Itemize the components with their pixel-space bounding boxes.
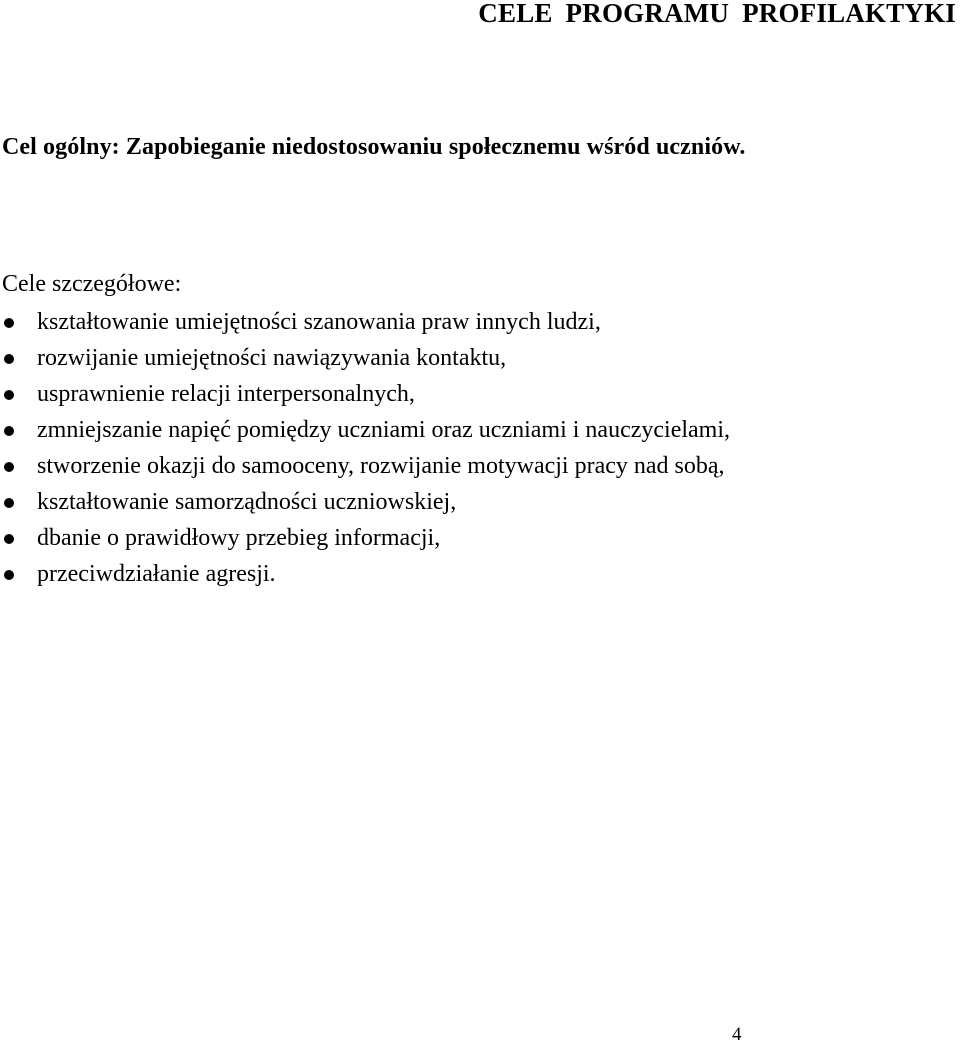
list-item-text: stworzenie okazji do samooceny, rozwijanie motywacji pracy nad sobą, bbox=[37, 453, 725, 479]
list-item bbox=[0, 451, 730, 487]
list-item-text: zmniejszanie napięć pomiędzy uczniami oraz uczniami i nauczycielami, bbox=[37, 417, 731, 443]
list-item bbox=[0, 487, 730, 523]
bullet-icon bbox=[4, 534, 14, 544]
list-item bbox=[0, 307, 730, 343]
list-item bbox=[0, 559, 730, 595]
bullet-icon bbox=[4, 390, 14, 400]
bullet-icon bbox=[4, 462, 14, 472]
general-goal: Cel ogólny: Zapobieganie niedostosowaniu społecznemu wśród uczniów. bbox=[2, 134, 746, 160]
page-number: 4 bbox=[732, 1024, 742, 1045]
list-item-text: kształtowanie samorządności uczniowskiej, bbox=[37, 489, 457, 515]
bullet-icon bbox=[4, 354, 14, 364]
list-item bbox=[0, 379, 730, 415]
list-item-text: dbanie o prawidłowy przebieg informacji, bbox=[37, 525, 441, 551]
specific-goals-heading: Cele szczegółowe: bbox=[2, 271, 182, 297]
bullet-icon bbox=[4, 570, 14, 580]
page-title: CELE PROGRAMU PROFILAKTYKI bbox=[478, 0, 956, 28]
list-item bbox=[0, 415, 730, 451]
specific-goals-list bbox=[0, 307, 730, 595]
list-item-text: usprawnienie relacji interpersonalnych, bbox=[37, 381, 415, 407]
list-item-text: przeciwdziałanie agresji. bbox=[37, 561, 276, 587]
list-item bbox=[0, 523, 730, 559]
list-item-text: rozwijanie umiejętności nawiązywania kontaktu, bbox=[37, 345, 507, 371]
bullet-icon bbox=[4, 498, 14, 508]
bullet-icon bbox=[4, 426, 14, 436]
bullet-icon bbox=[4, 318, 14, 328]
list-item-text: kształtowanie umiejętności szanowania praw innych ludzi, bbox=[37, 309, 601, 335]
list-item bbox=[0, 343, 730, 379]
